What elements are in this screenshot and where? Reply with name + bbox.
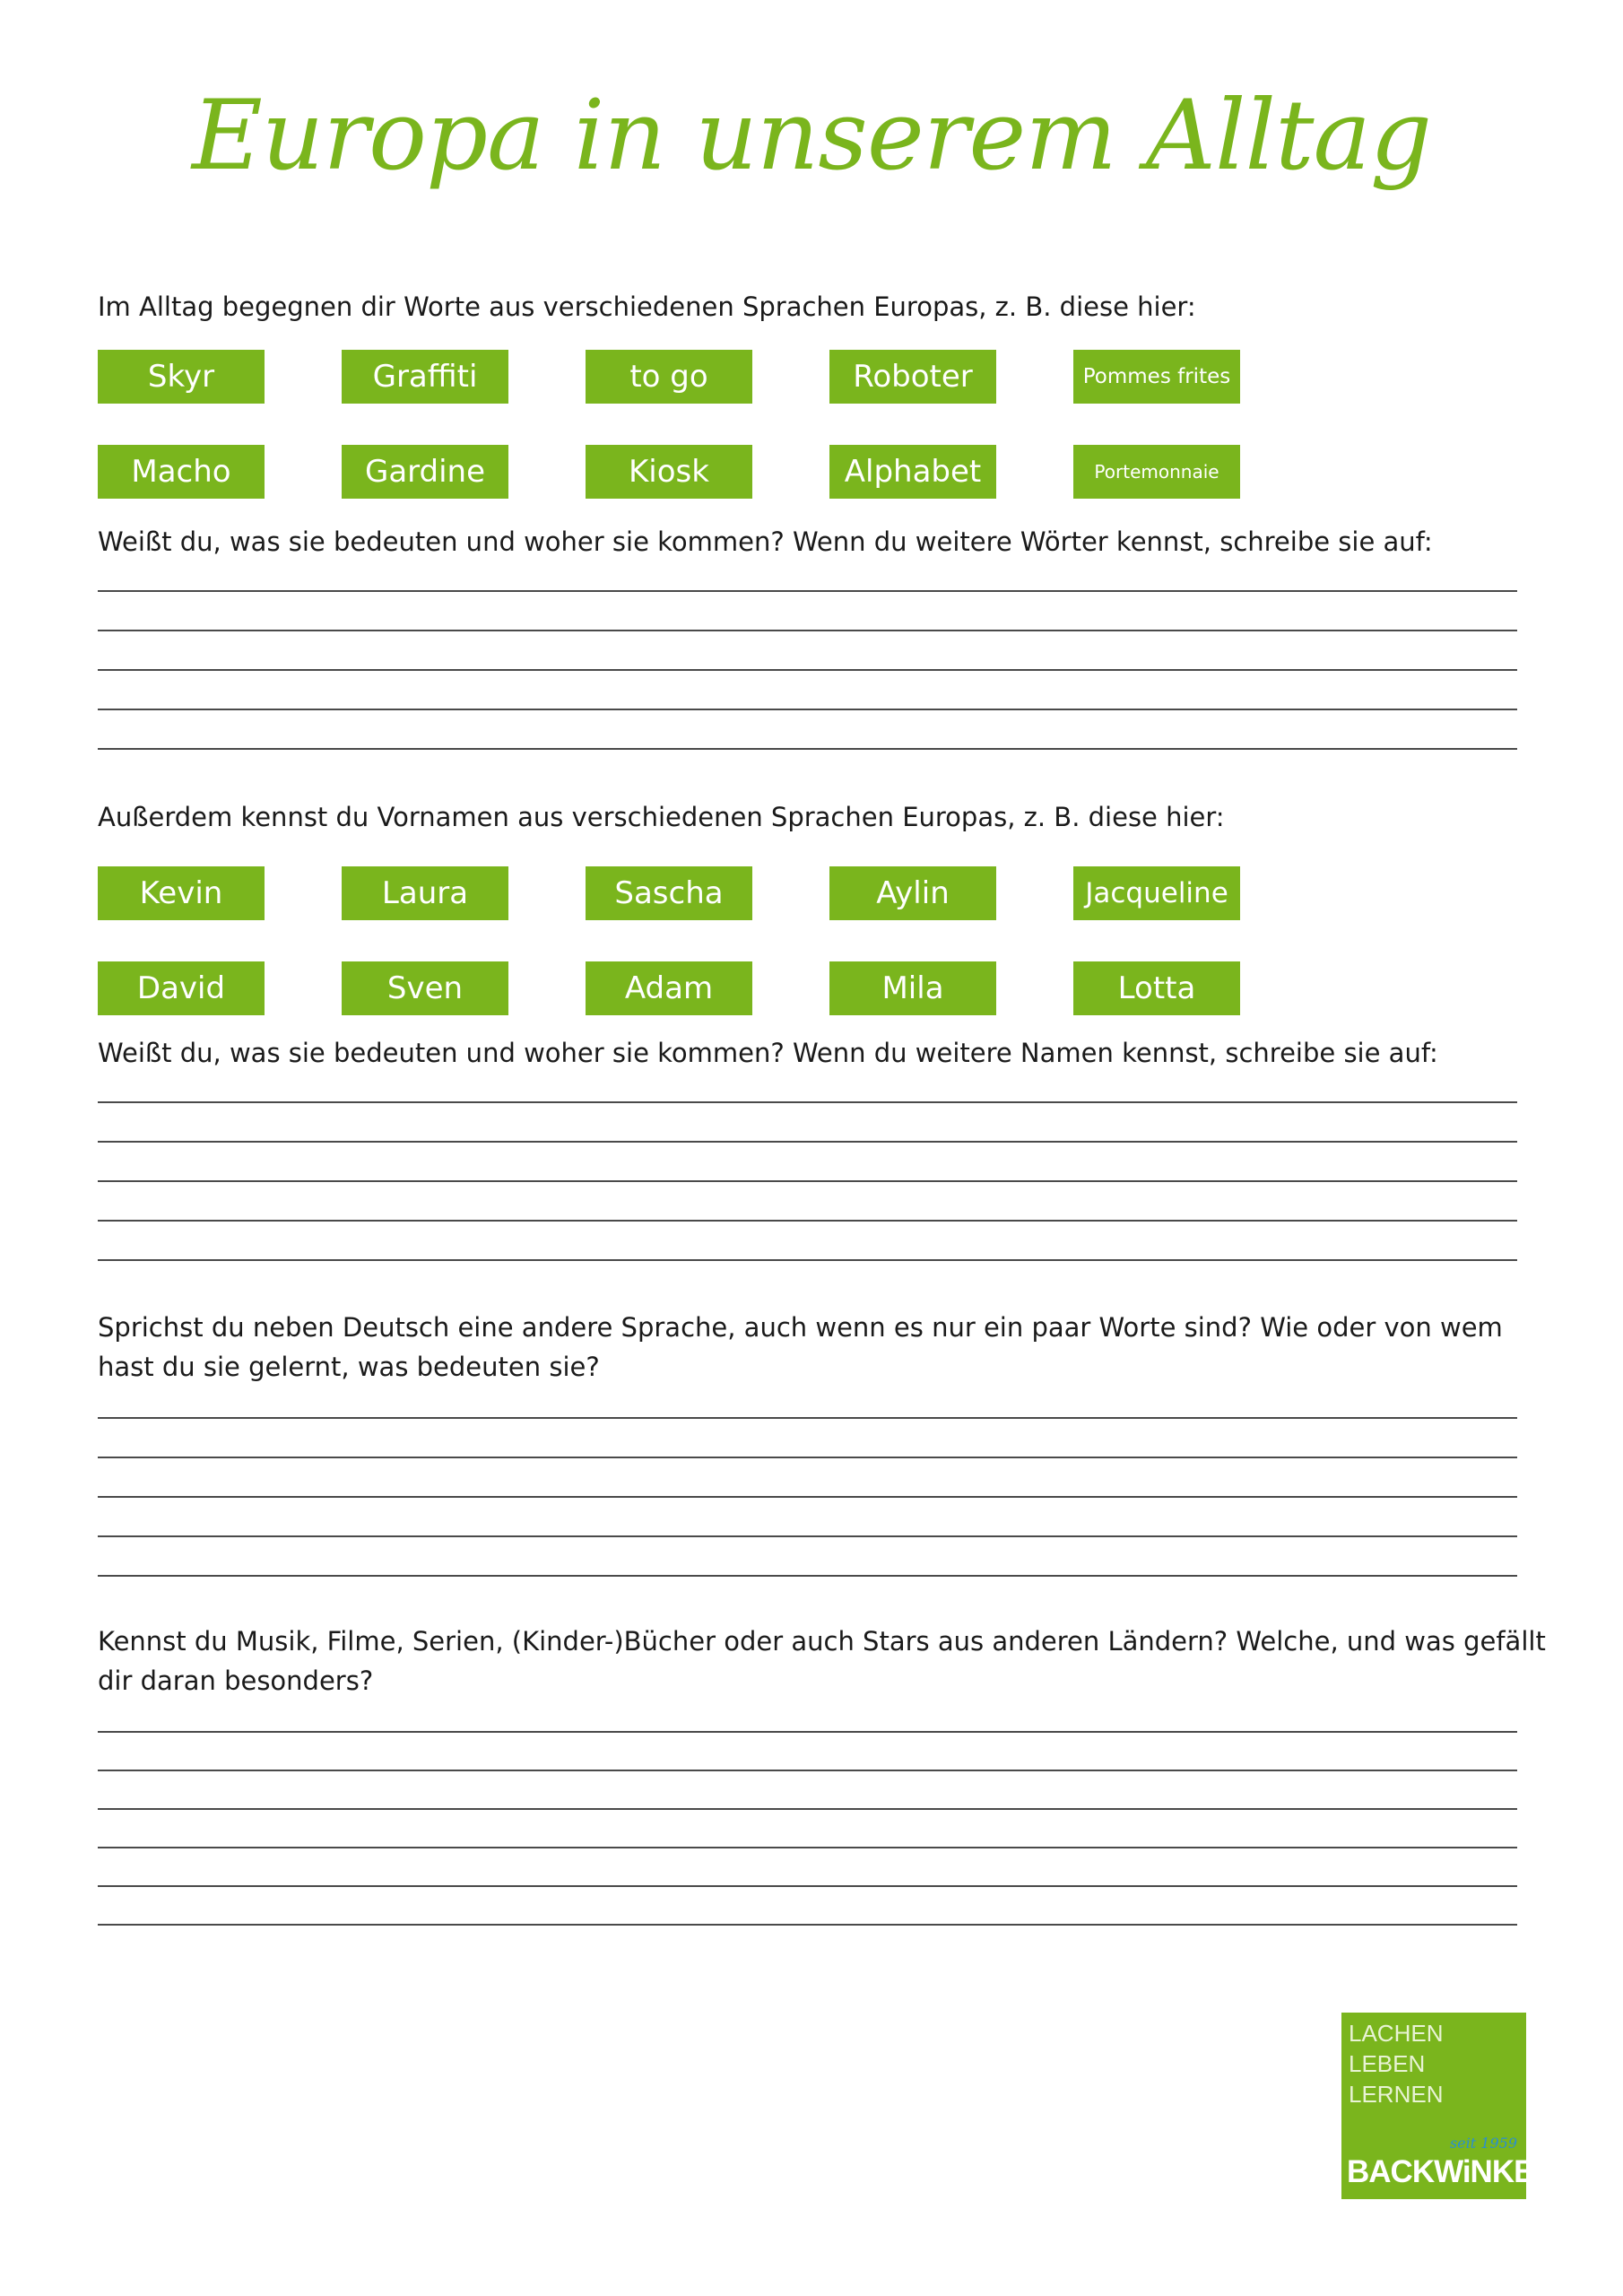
logo-line-lernen: LERNEN xyxy=(1349,2081,1444,2108)
name-chip-david: David xyxy=(98,961,265,1015)
writing-line[interactable] xyxy=(98,1731,1517,1733)
logo-line-lachen: LACHEN xyxy=(1349,2020,1444,2047)
word-chip-to-go: to go xyxy=(586,350,752,404)
section3-question-line1: Sprichst du neben Deutsch eine andere Sprache, auch wenn es nur ein paar Worte sind? Wie oder von wem xyxy=(98,1312,1503,1343)
section4-question-line2: dir daran besonders? xyxy=(98,1665,374,1696)
writing-line[interactable] xyxy=(98,1457,1517,1458)
word-chip-pommes-frites: Pommes frites xyxy=(1073,350,1240,404)
logo-line-leben: LEBEN xyxy=(1349,2050,1426,2077)
writing-line[interactable] xyxy=(98,1770,1517,1771)
writing-line[interactable] xyxy=(98,1808,1517,1810)
writing-line[interactable] xyxy=(98,748,1517,750)
section2-prompt: Außerdem kennst du Vornamen aus verschiedenen Sprachen Europas, z. B. diese hier: xyxy=(98,802,1225,832)
section1-question: Weißt du, was sie bedeuten und woher sie kommen? Wenn du weitere Wörter kennst, schreibe sie auf: xyxy=(98,526,1433,557)
section1-prompt: Im Alltag begegnen dir Worte aus verschiedenen Sprachen Europas, z. B. diese hier: xyxy=(98,291,1196,322)
word-chip-macho: Macho xyxy=(98,445,265,499)
name-chip-aylin: Aylin xyxy=(829,866,996,920)
section3-question-line2: hast du sie gelernt, was bedeuten sie? xyxy=(98,1352,600,1382)
word-chip-portemonnaie: Portemonnaie xyxy=(1073,445,1240,499)
writing-line[interactable] xyxy=(98,1496,1517,1498)
section4-question-line1: Kennst du Musik, Filme, Serien, (Kinder-)Bücher oder auch Stars aus anderen Ländern? Welche, und was gefällt xyxy=(98,1626,1546,1657)
word-chip-alphabet: Alphabet xyxy=(829,445,996,499)
word-chip-kiosk: Kiosk xyxy=(586,445,752,499)
name-chip-laura: Laura xyxy=(342,866,508,920)
writing-line[interactable] xyxy=(98,1417,1517,1419)
writing-line[interactable] xyxy=(98,1180,1517,1182)
writing-line[interactable] xyxy=(98,1220,1517,1222)
writing-line[interactable] xyxy=(98,1885,1517,1887)
name-chip-adam: Adam xyxy=(586,961,752,1015)
writing-line[interactable] xyxy=(98,1575,1517,1577)
logo-brand: BACKWiNKEL xyxy=(1347,2154,1552,2189)
writing-line[interactable] xyxy=(98,1924,1517,1926)
writing-line[interactable] xyxy=(98,669,1517,671)
writing-line[interactable] xyxy=(98,709,1517,710)
writing-line[interactable] xyxy=(98,1101,1517,1103)
writing-line[interactable] xyxy=(98,1259,1517,1261)
word-chip-skyr: Skyr xyxy=(98,350,265,404)
writing-line[interactable] xyxy=(98,1535,1517,1537)
writing-line[interactable] xyxy=(98,1141,1517,1143)
section3-question xyxy=(98,1308,1532,1387)
word-chip-graffiti: Graffiti xyxy=(342,350,508,404)
page-title: Europa in unserem Alltag xyxy=(191,80,1432,192)
name-chip-sascha: Sascha xyxy=(586,866,752,920)
section4-question xyxy=(98,1622,1568,1700)
word-chip-gardine: Gardine xyxy=(342,445,508,499)
section2-question: Weißt du, was sie bedeuten und woher sie kommen? Wenn du weitere Namen kennst, schreibe sie auf: xyxy=(98,1038,1438,1068)
name-chip-kevin: Kevin xyxy=(98,866,265,920)
name-chip-lotta: Lotta xyxy=(1073,961,1240,1015)
writing-line[interactable] xyxy=(98,590,1517,592)
name-chip-sven: Sven xyxy=(342,961,508,1015)
name-chip-jacqueline: Jacqueline xyxy=(1073,866,1240,920)
writing-line[interactable] xyxy=(98,1847,1517,1848)
name-chip-mila: Mila xyxy=(829,961,996,1015)
backwinkel-logo xyxy=(1341,2013,1552,2199)
word-chip-roboter: Roboter xyxy=(829,350,996,404)
logo-seit: seit 1959 xyxy=(1449,2135,1517,2152)
writing-line[interactable] xyxy=(98,630,1517,631)
